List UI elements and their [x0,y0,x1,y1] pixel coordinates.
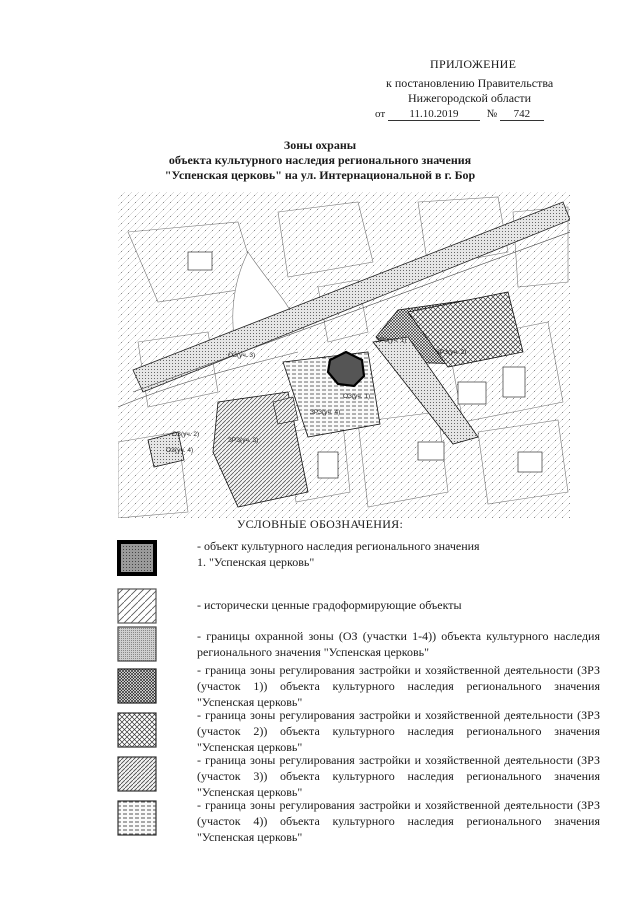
map-label-zrz1: ЗРЗ(уч. 1) [376,337,407,344]
doc-title-line1: Зоны охраны [283,138,357,152]
legend-item-zrz3: - граница зоны регулирования застройки и хозяйственной деятельности (ЗРЗ (участок 3)) объекта культурного наследия регионального значения "Успенская церковь" [197,753,600,799]
map-label-oz4: ОЗ(уч. 4) [166,447,194,454]
legend-oz-swatch [117,626,157,662]
date-prefix: от [375,108,386,120]
legend-title: УСЛОВНЫЕ ОБОЗНАЧЕНИЯ: [236,517,404,531]
map-label-oz2: ОЗ(уч. 2) [172,431,200,438]
map-label-zrz2: ЗРЗ(уч. 2) [436,349,467,356]
legend-heritage-swatch [117,540,157,576]
legend-item-zrz4: - граница зоны регулирования застройки и хозяйственной деятельности (ЗРЗ (участок 4)) объекта культурного наследия регионального значения "Успенская церковь" [197,798,600,844]
legend-item-zrz1: - граница зоны регулирования застройки и хозяйственной деятельности (ЗРЗ (участок 1)) объекта культурного наследия регионального значения "Успенская церковь" [197,663,600,709]
doc-title-line3: "Успенская церковь" на ул. Интернациональной в г. Бор [164,168,476,182]
map-label-zrz4: ЗРЗ(уч. 4) [310,409,341,416]
map-label-zrz3: ЗРЗ(уч. 3) [228,437,259,444]
date-number-line [375,108,544,121]
appendix-title: ПРИЛОЖЕНИЕ [430,57,517,71]
legend-historic-swatch [117,588,157,624]
legend-zrz1-swatch [117,668,157,704]
legend-item-oz: - границы охранной зоны (ОЗ (участки 1-4)) объекта культурного наследия регионального значения "Успенская церковь" [197,629,600,659]
region-line: Нижегородской области [408,91,532,105]
resolution-date: 11.10.2019 [388,108,480,121]
legend-item-heritage [197,538,600,570]
legend-item-historic: - исторически ценные градоформирующие объекты [197,598,462,612]
legend-zrz4-swatch [117,800,157,836]
number-prefix: № [486,108,498,120]
legend-zrz3-swatch [117,756,157,792]
protection-zones-map [118,192,570,518]
legend-heritage-name: 1. "Успенская церковь" [197,555,315,569]
resolution-number: 742 [500,108,544,121]
resolution-line: к постановлению Правительства [386,76,554,90]
legend-zrz2-swatch [117,712,157,748]
map-label-oz1: ОЗ(уч. 1) [343,393,371,400]
map-label-oz3: ОЗ(уч. 3) [228,352,256,359]
legend-heritage-text: - объект культурного наследия регионального значения [197,539,480,553]
legend-item-zrz2: - граница зоны регулирования застройки и хозяйственной деятельности (ЗРЗ (участок 2)) объекта культурного наследия регионального значения "Успенская церковь" [197,708,600,754]
doc-title-line2: объекта культурного наследия регионального значения [168,153,472,167]
